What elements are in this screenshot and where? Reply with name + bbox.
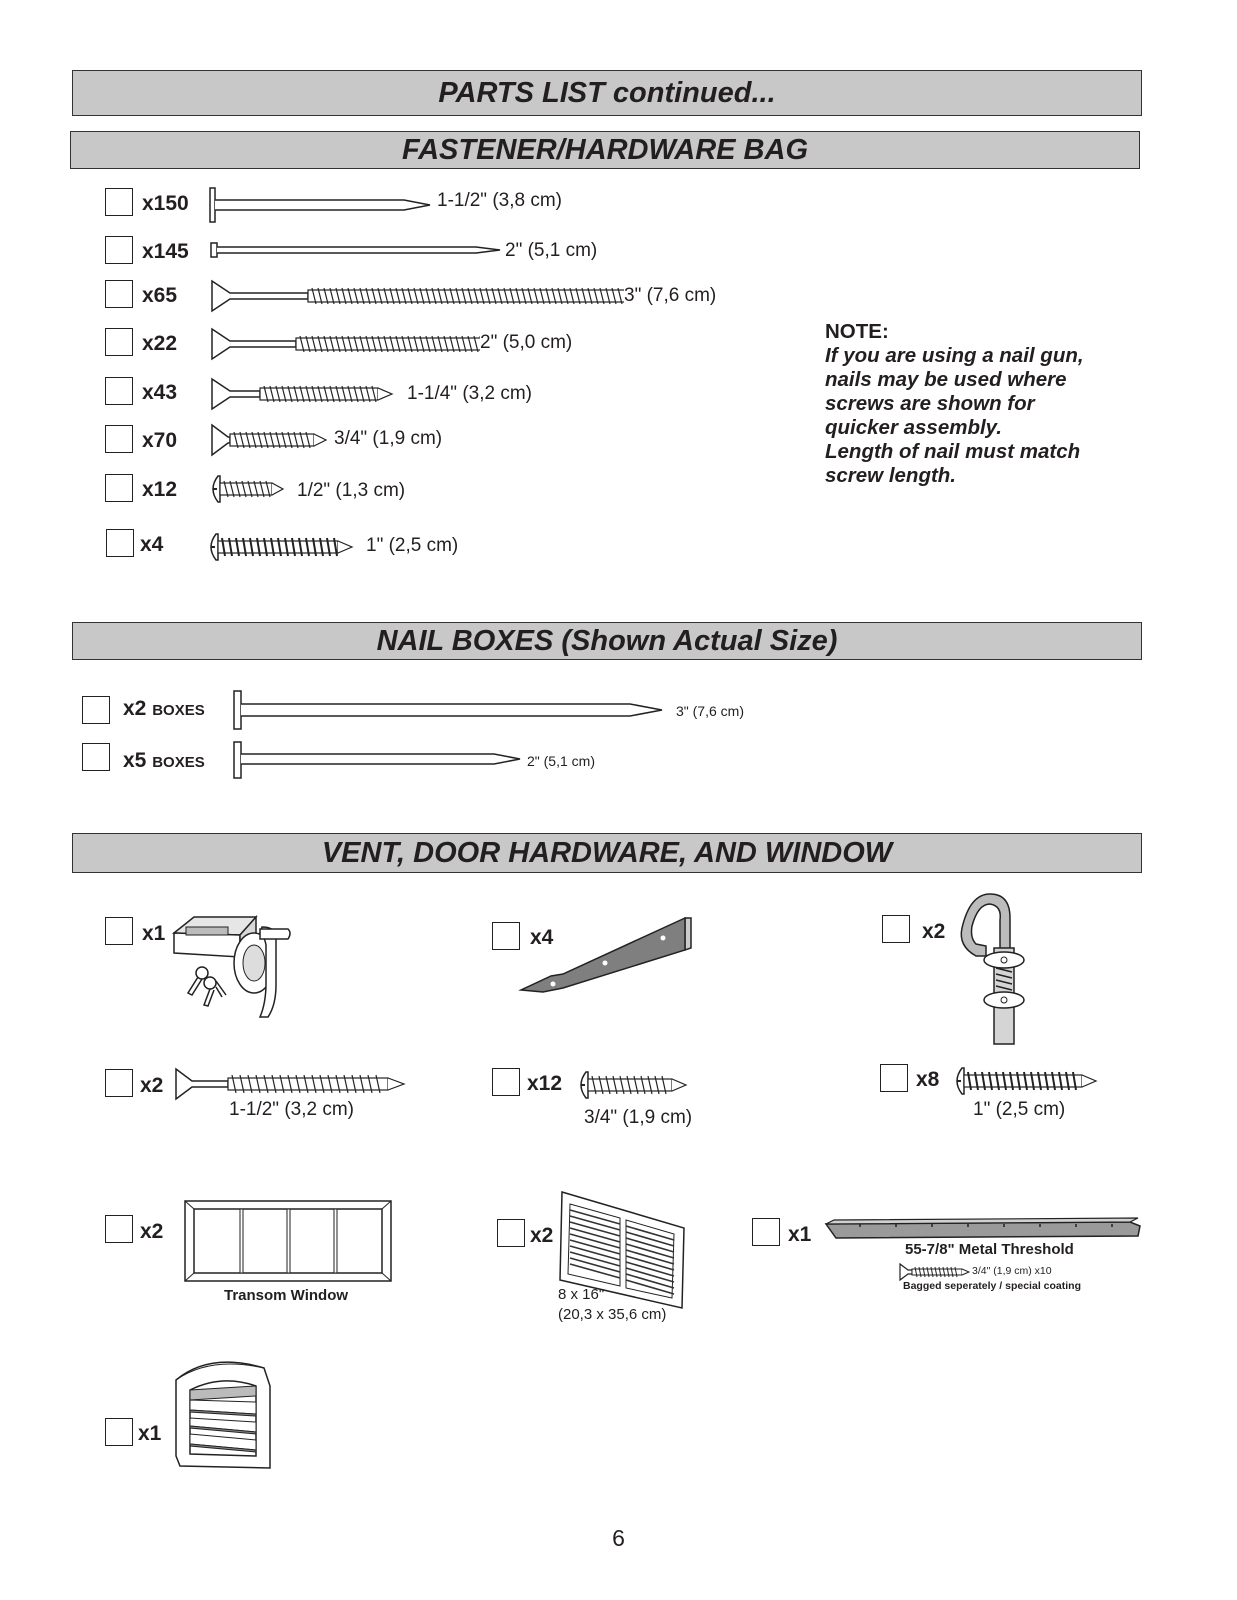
nail-gun-note <box>825 320 1084 488</box>
quantity: x1 <box>788 1223 812 1246</box>
transom-window-icon <box>183 1199 395 1285</box>
checkbox-fastener-0[interactable] <box>105 188 133 216</box>
fastener-size: 1/2" (1,3 cm) <box>297 480 406 501</box>
note-title: NOTE: <box>825 320 889 343</box>
vent-size-line2: (20,3 x 35,6 cm) <box>558 1306 667 1323</box>
strap-hinge-icon <box>515 910 700 1000</box>
fastener-size: 1-1/4" (3,2 cm) <box>407 383 533 404</box>
nail-size: 3" (7,6 cm) <box>676 703 744 719</box>
pan-head-screw-icon <box>574 1068 689 1102</box>
checkbox-fastener-6[interactable] <box>105 474 133 502</box>
quantity-unit: BOXES <box>152 754 205 771</box>
checkbox-fastener-2[interactable] <box>105 280 133 308</box>
quantity: x43 <box>142 381 178 404</box>
flat-head-screw-icon <box>172 1066 410 1102</box>
metal-threshold-icon <box>824 1216 1142 1242</box>
quantity: x12 <box>527 1072 563 1095</box>
threshold-screws: 3/4" (1,9 cm) x10 <box>972 1265 1052 1277</box>
quantity: x2 <box>530 1224 554 1247</box>
fastener-size: 2" (5,0 cm) <box>480 332 573 353</box>
quantity: x145 <box>142 240 189 263</box>
note-line: nails may be used where <box>825 368 1067 391</box>
vent-size-line1: 8 x 16" <box>558 1286 605 1303</box>
note-line: Length of nail must match <box>825 440 1081 463</box>
note-line: If you are using a nail gun, <box>825 344 1084 367</box>
note-line: screw length. <box>825 464 957 487</box>
screw-size: 3/4" (1,9 cm) <box>584 1107 693 1128</box>
checkbox-gable-vent[interactable] <box>105 1418 133 1446</box>
nail-icon <box>208 186 433 226</box>
quantity-value: x5 <box>123 749 147 772</box>
checkbox-door-latch[interactable] <box>105 917 133 945</box>
fastener-size: 1" (2,5 cm) <box>366 535 459 556</box>
parts-list-continued-header: PARTS LIST continued... <box>72 70 1142 116</box>
quantity: x70 <box>142 429 178 452</box>
page-number: 6 <box>612 1525 625 1551</box>
checkbox-fastener-1[interactable] <box>105 236 133 264</box>
quantity-unit: BOXES <box>152 702 205 719</box>
threshold-screws-note: Bagged seperately / special coating <box>903 1280 1081 1292</box>
nail-size: 2" (5,1 cm) <box>527 753 595 769</box>
fastener-size: 1-1/2" (3,8 cm) <box>437 190 563 211</box>
quantity <box>123 697 205 723</box>
checkbox-vent-grille[interactable] <box>497 1219 525 1247</box>
checkbox-screw-3-4[interactable] <box>492 1068 520 1096</box>
checkbox-fastener-5[interactable] <box>105 425 133 453</box>
screw-size: 1" (2,5 cm) <box>973 1099 1066 1120</box>
checkbox-screw-1-1-2[interactable] <box>105 1069 133 1097</box>
quantity: x8 <box>916 1068 940 1091</box>
quantity: x2 <box>140 1220 164 1243</box>
gable-louver-vent-icon <box>170 1356 276 1474</box>
quantity-value: x2 <box>123 697 147 720</box>
quantity: x150 <box>142 192 189 215</box>
fastener-size: 3" (7,6 cm) <box>624 285 717 306</box>
fastener-size: 2" (5,1 cm) <box>505 240 598 261</box>
quantity: x4 <box>140 533 164 556</box>
checkbox-nail-box-1[interactable] <box>82 743 110 771</box>
quantity: x4 <box>530 926 554 949</box>
flat-head-screw-icon <box>208 278 648 314</box>
pan-head-screw-icon <box>204 530 356 564</box>
quantity: x65 <box>142 284 178 307</box>
screw-size: 1-1/2" (3,2 cm) <box>229 1099 355 1120</box>
checkbox-screw-1in[interactable] <box>880 1064 908 1092</box>
checkbox-nail-box-0[interactable] <box>82 696 110 724</box>
finish-nail-icon <box>208 240 503 262</box>
nail-3in-actual-size-icon <box>232 689 668 733</box>
checkbox-transom-window[interactable] <box>105 1215 133 1243</box>
checkbox-fastener-3[interactable] <box>105 328 133 356</box>
flat-head-screw-icon <box>208 326 508 362</box>
nail-boxes-header: NAIL BOXES (Shown Actual Size) <box>72 622 1142 660</box>
note-line: quicker assembly. <box>825 416 1003 439</box>
quantity: x1 <box>138 1422 162 1445</box>
checkbox-door-handle[interactable] <box>882 915 910 943</box>
flat-head-screw-icon <box>898 1262 972 1282</box>
quantity: x1 <box>142 922 166 945</box>
door-pull-handle-icon <box>950 888 1030 1048</box>
note-line: screws are shown for <box>825 392 1035 415</box>
checkbox-fastener-7[interactable] <box>106 529 134 557</box>
threshold-caption: 55-7/8" Metal Threshold <box>905 1241 1074 1258</box>
checkbox-fastener-4[interactable] <box>105 377 133 405</box>
quantity: x2 <box>922 920 946 943</box>
vent-door-window-header: VENT, DOOR HARDWARE, AND WINDOW <box>72 833 1142 873</box>
checkbox-metal-threshold[interactable] <box>752 1218 780 1246</box>
pan-head-screw-icon <box>950 1064 1100 1098</box>
quantity <box>123 749 205 775</box>
nail-2in-actual-size-icon <box>232 740 522 782</box>
fastener-hardware-bag-header: FASTENER/HARDWARE BAG <box>70 131 1140 169</box>
flat-head-screw-icon <box>208 376 398 412</box>
quantity: x2 <box>140 1074 164 1097</box>
flat-head-screw-icon <box>208 422 328 458</box>
door-latch-with-keys-icon <box>164 905 304 1025</box>
pan-head-screw-icon <box>206 472 286 506</box>
quantity: x12 <box>142 478 178 501</box>
transom-window-caption: Transom Window <box>224 1287 349 1304</box>
fastener-size: 3/4" (1,9 cm) <box>334 428 443 449</box>
quantity: x22 <box>142 332 178 355</box>
